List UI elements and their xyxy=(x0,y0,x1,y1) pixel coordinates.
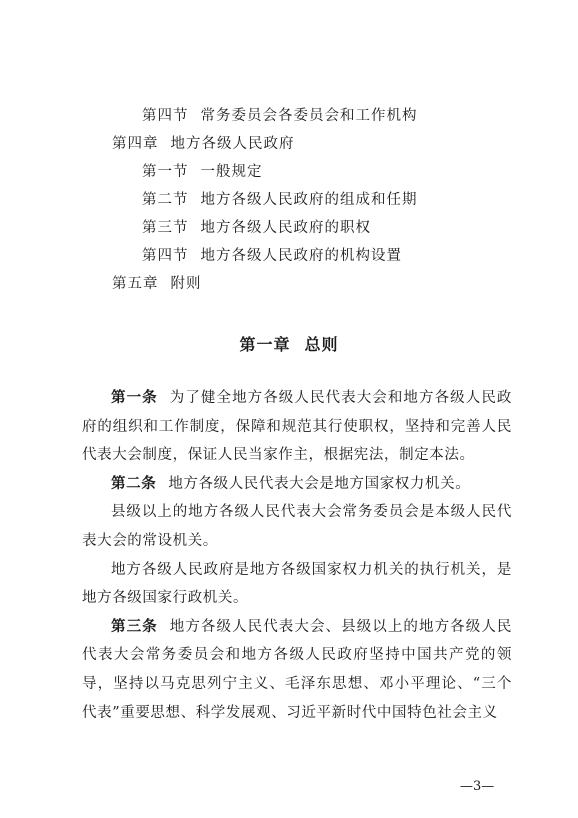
paragraph-text: 县级以上的地方各级人民代表大会常务委员会是本级人民代表大会的常设机关。 xyxy=(82,504,512,549)
page-number: —3— xyxy=(460,779,495,794)
toc-entry-title: 地方各级人民政府的机构设置 xyxy=(200,248,402,264)
chapter-heading xyxy=(0,332,578,355)
toc-entry-number: 第四节 xyxy=(142,248,189,264)
toc-entry xyxy=(142,106,418,126)
chapter-number: 第一章 xyxy=(239,335,291,354)
toc-entry-number: 第四节 xyxy=(142,108,189,124)
body-text xyxy=(82,384,512,727)
article-label: 第二条 xyxy=(111,475,157,492)
toc-entry xyxy=(142,190,418,210)
toc-entry xyxy=(142,218,371,238)
toc-entry xyxy=(142,162,263,182)
paragraph xyxy=(82,498,512,555)
toc-entry-title: 一般规定 xyxy=(200,164,263,180)
toc-entry-number: 第二节 xyxy=(142,192,189,208)
paragraph-text: 为了健全地方各级人民代表大会和地方各级人民政府的组织和工作制度，保障和规范其行使职权，坚持和完善人民代表大会制度，保证人民当家作主，根据宪法，制定本法。 xyxy=(82,390,512,464)
article-paragraph xyxy=(82,384,512,470)
toc-entry-title: 附则 xyxy=(170,276,202,292)
toc-entry-number: 第四章 xyxy=(112,136,159,152)
toc-entry-number: 第一节 xyxy=(142,164,189,180)
toc-entry-title: 常务委员会各委员会和工作机构 xyxy=(200,108,418,124)
paragraph-text: 地方各级人民政府是地方各级国家权力机关的执行机关，是地方各级国家行政机关。 xyxy=(82,561,512,607)
toc-entry xyxy=(142,246,402,266)
chapter-title: 总则 xyxy=(304,335,339,354)
article-label: 第一条 xyxy=(111,390,158,406)
article-paragraph xyxy=(82,470,512,499)
toc-entry-title: 地方各级人民政府的组成和任期 xyxy=(200,192,418,208)
paragraph xyxy=(82,556,512,613)
toc-entry-number: 第三节 xyxy=(142,220,189,236)
toc-entry-title: 地方各级人民政府的职权 xyxy=(200,220,371,236)
paragraph-text: 地方各级人民代表大会、县级以上的地方各级人民代表大会常务委员会和地方各级人民政府坚持中国共产党的领导，坚持以马克思列宁主义、毛泽东思想、邓小平理论、“三个代表”重要思想、科学发展观、习近平新时代中国特色社会主义 xyxy=(82,618,512,721)
toc-entry-number: 第五章 xyxy=(112,276,159,292)
toc-entry-title: 地方各级人民政府 xyxy=(170,136,295,152)
toc-entry xyxy=(112,274,202,294)
paragraph-text: 地方各级人民代表大会是地方国家权力机关。 xyxy=(168,475,471,492)
article-paragraph xyxy=(82,613,512,727)
toc-entry xyxy=(112,134,295,154)
article-label: 第三条 xyxy=(111,618,158,635)
